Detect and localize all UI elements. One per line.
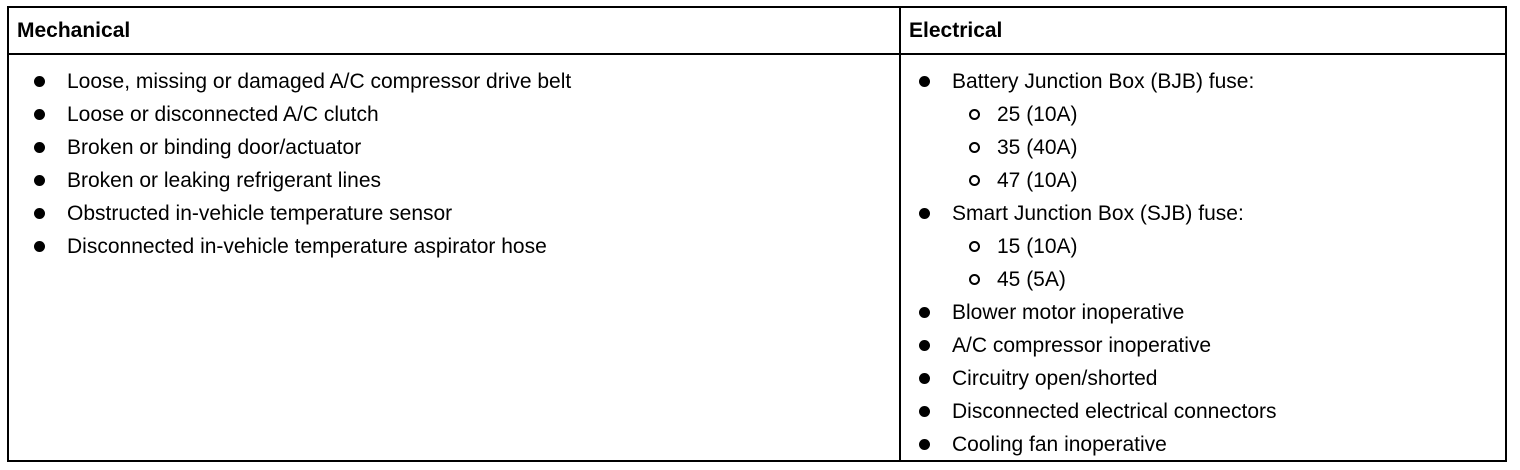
hollow-bullet-icon xyxy=(969,274,980,285)
list-item xyxy=(901,428,1505,461)
sub-item-text: 47 (10A) xyxy=(997,168,1078,192)
list-item xyxy=(9,164,899,197)
list-item xyxy=(9,197,899,230)
list-item-text: A/C compressor inoperative xyxy=(952,333,1212,357)
symptom-table xyxy=(7,6,1507,462)
list-item-text: Broken or binding door/actuator xyxy=(67,135,362,159)
list-item xyxy=(901,329,1505,362)
header-mechanical: Mechanical xyxy=(9,8,901,55)
list-item-text: Loose, missing or damaged A/C compressor drive belt xyxy=(67,69,572,93)
bullet-icon xyxy=(919,439,930,450)
sub-item-text: 45 (5A) xyxy=(997,267,1066,291)
list-item-text: Loose or disconnected A/C clutch xyxy=(67,102,379,126)
sub-list-item xyxy=(901,98,1505,131)
list-item-text: Cooling fan inoperative xyxy=(952,432,1167,456)
list-item-text: Disconnected electrical connectors xyxy=(952,399,1277,423)
list-item xyxy=(901,296,1505,329)
bullet-icon xyxy=(919,76,930,87)
sub-item-text: 35 (40A) xyxy=(997,135,1078,159)
list-item xyxy=(9,131,899,164)
list-item-text: Broken or leaking refrigerant lines xyxy=(67,168,381,192)
bullet-icon xyxy=(919,373,930,384)
list-item xyxy=(901,197,1505,230)
mechanical-cell xyxy=(9,55,901,461)
list-item-text: Battery Junction Box (BJB) fuse: xyxy=(952,69,1255,93)
sub-item-text: 15 (10A) xyxy=(997,234,1078,258)
sub-list-item xyxy=(901,131,1505,164)
list-item xyxy=(9,230,899,263)
bullet-icon xyxy=(919,340,930,351)
hollow-bullet-icon xyxy=(969,142,980,153)
sub-item-text: 25 (10A) xyxy=(997,102,1078,126)
bullet-icon xyxy=(34,109,45,120)
list-item xyxy=(9,98,899,131)
list-item xyxy=(901,395,1505,428)
sub-list-item xyxy=(901,164,1505,197)
electrical-cell xyxy=(901,55,1505,461)
bullet-icon xyxy=(34,208,45,219)
mechanical-list xyxy=(9,65,899,263)
sub-list-item xyxy=(901,230,1505,263)
list-item-text: Disconnected in-vehicle temperature aspirator hose xyxy=(67,234,547,258)
list-item-text: Obstructed in-vehicle temperature sensor xyxy=(67,201,453,225)
hollow-bullet-icon xyxy=(969,175,980,186)
bullet-icon xyxy=(34,175,45,186)
header-electrical: Electrical xyxy=(901,8,1505,55)
electrical-list xyxy=(901,65,1505,461)
list-item xyxy=(901,362,1505,395)
bullet-icon xyxy=(34,241,45,252)
list-item xyxy=(901,65,1505,98)
hollow-bullet-icon xyxy=(969,241,980,252)
bullet-icon xyxy=(34,76,45,87)
bullet-icon xyxy=(919,208,930,219)
list-item-text: Smart Junction Box (SJB) fuse: xyxy=(952,201,1244,225)
bullet-icon xyxy=(919,406,930,417)
list-item-text: Circuitry open/shorted xyxy=(952,366,1158,390)
bullet-icon xyxy=(34,142,45,153)
list-item xyxy=(9,65,899,98)
hollow-bullet-icon xyxy=(969,109,980,120)
sub-list-item xyxy=(901,263,1505,296)
bullet-icon xyxy=(919,307,930,318)
list-item-text: Blower motor inoperative xyxy=(952,300,1185,324)
